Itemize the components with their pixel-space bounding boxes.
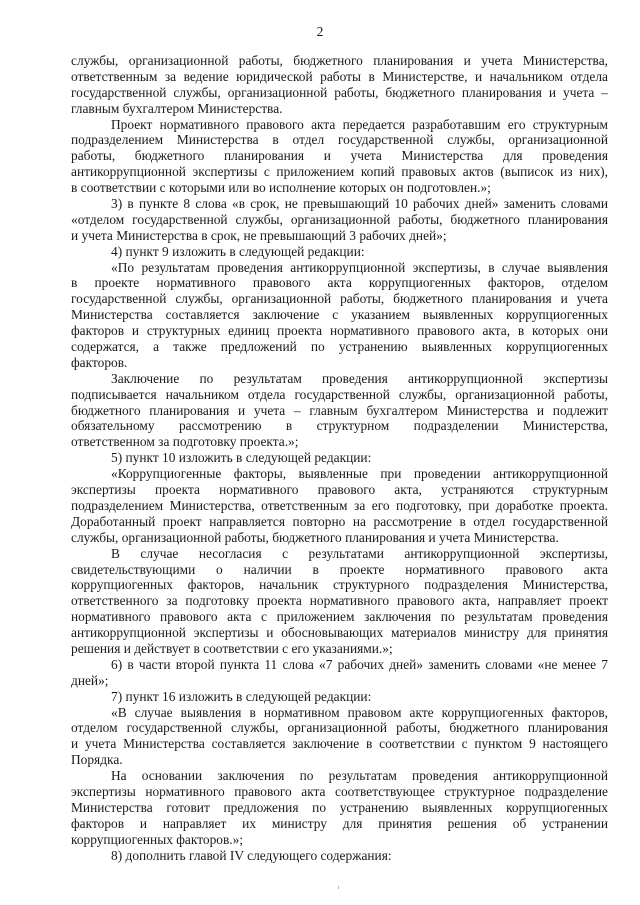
text-line: В случае несогласия с результатами антикоррупционной экспертизы, [111,545,608,561]
text-line: Министерства составляется заключение с указанием выявленных коррупциогенных [71,307,608,323]
text-line: решения и действует в соответствии с его указаниями.»; [71,640,393,656]
text-line: свидетельствующими о наличии в проекте нормативного правового акта [71,561,608,577]
text-line: 8) дополнить главой IV следующего содержания: [111,847,392,863]
text-line: На основании заключения по результатам проведения антикоррупционной [111,768,608,784]
text-line: подразделением Министерства в отдел государственной службы, организационной [71,132,608,148]
text-line: главным бухгалтером Министерства. [71,100,283,116]
text-line: и учета Министерства составляется заключение в соответствии с пунктом 9 настоящего [71,736,608,752]
text-line: «В случае выявления в нормативном правовом акте коррупциогенных факторов, [111,704,608,720]
text-line: факторов и направляет их министру для принятия решения об устранении [71,815,608,831]
text-line: в соответствии с которыми или во исполнение которых он подготовлен.»; [71,180,491,196]
text-line: 4) пункт 9 изложить в следующей редакции: [111,243,365,259]
text-line: антикоррупционной экспертизы с приложением копий правовых актов (выписок из них), [71,164,608,180]
text-line: 5) пункт 10 изложить в следующей редакции: [111,450,372,466]
text-line: отделом государственной службы, организационной работы, бюджетного планирования [71,720,608,736]
text-line: ответственным за ведение юридической работы в Министерстве, и начальником отдела [71,68,608,84]
text-line: Порядка. [71,752,123,768]
text-line: государственной службы, организационной работы, бюджетного планирования и учета [71,291,608,307]
text-line: 7) пункт 16 изложить в следующей редакции: [111,688,372,704]
text-line: подписывается начальником отдела государственной службы, организационной работы, [71,386,608,402]
text-line: подразделением Министерства, ответственным за его подготовку, при доработке проекта. [71,497,608,513]
text-line: «По результатам проведения антикоррупционной экспертизы, в случае выявления [111,259,608,275]
text-line: и учета Министерства в срок, не превышающий 3 рабочих дней»; [71,227,447,243]
text-line: 6) в части второй пункта 11 слова «7 рабочих дней» заменить словами «не менее 7 [111,656,608,672]
text-line: ответственного за подготовку проекта нормативного правового акта, направляет проект [71,593,608,609]
text-line: содержатся, а также предложений по устранению выявленных коррупциогенных [71,339,608,355]
page-number: 2 [316,24,324,39]
text-line: факторов. [71,354,128,370]
text-line: в проекте нормативного правового акта коррупциогенных факторов, отделом [71,275,608,291]
text-line: государственной службы, организационной работы, бюджетного планирования и учета – [71,84,608,100]
text-line: дней»; [71,672,109,688]
text-line: ответственном за подготовку проекта.»; [71,434,299,450]
text-line: антикоррупционной экспертизы и обосновывающих материалов министру для принятия [71,625,608,641]
text-line: бюджетного планирования и учета – главным бухгалтером Министерства и подлежит [71,402,608,418]
text-line: факторов и структурных единиц проекта нормативного правового акта, в которых они [71,323,608,339]
text-line: Заключение по результатам проведения антикоррупционной экспертизы [111,370,608,386]
text-line: обязательному рассмотрению в структурном подразделении Министерства, [71,418,608,434]
text-line: «Коррупциогенные факторы, выявленные при проведении антикоррупционной [111,466,608,482]
text-line: коррупциогенных факторов.»; [71,831,244,847]
text-line: коррупциогенных факторов, начальник структурного подразделения Министерства, [71,577,608,593]
text-line: службы, организационной работы, бюджетного планирования и учета Министерства. [71,529,559,545]
text-line: 3) в пункте 8 слова «в срок, не превышающий 10 рабочих дней» заменить словами [111,196,608,212]
text-line: нормативного правового акта с приложением заключения по результатам проведения [71,609,608,625]
scan-mark [338,886,339,889]
text-line: экспертизы проекта нормативного правового акта, устраняются структурным [71,482,608,498]
document-body [71,53,608,863]
text-line: «отделом государственной службы, организационной работы, бюджетного планирования [71,211,608,227]
text-line: экспертизы нормативного правового акта соответствующее структурное подразделение [71,783,608,799]
text-line: Проект нормативного правового акта передается разработавшим его структурным [111,116,608,132]
text-line: Доработанный проект направляется повторно на рассмотрение в отдел государственной [71,513,608,529]
text-line: службы, организационной работы, бюджетного планирования и учета Министерства, [71,53,608,68]
text-line: работы, бюджетного планирования и учета Министерства для проведения [71,148,608,164]
text-line: Министерства готовит предложения по устранению выявленных коррупциогенных [71,799,608,815]
